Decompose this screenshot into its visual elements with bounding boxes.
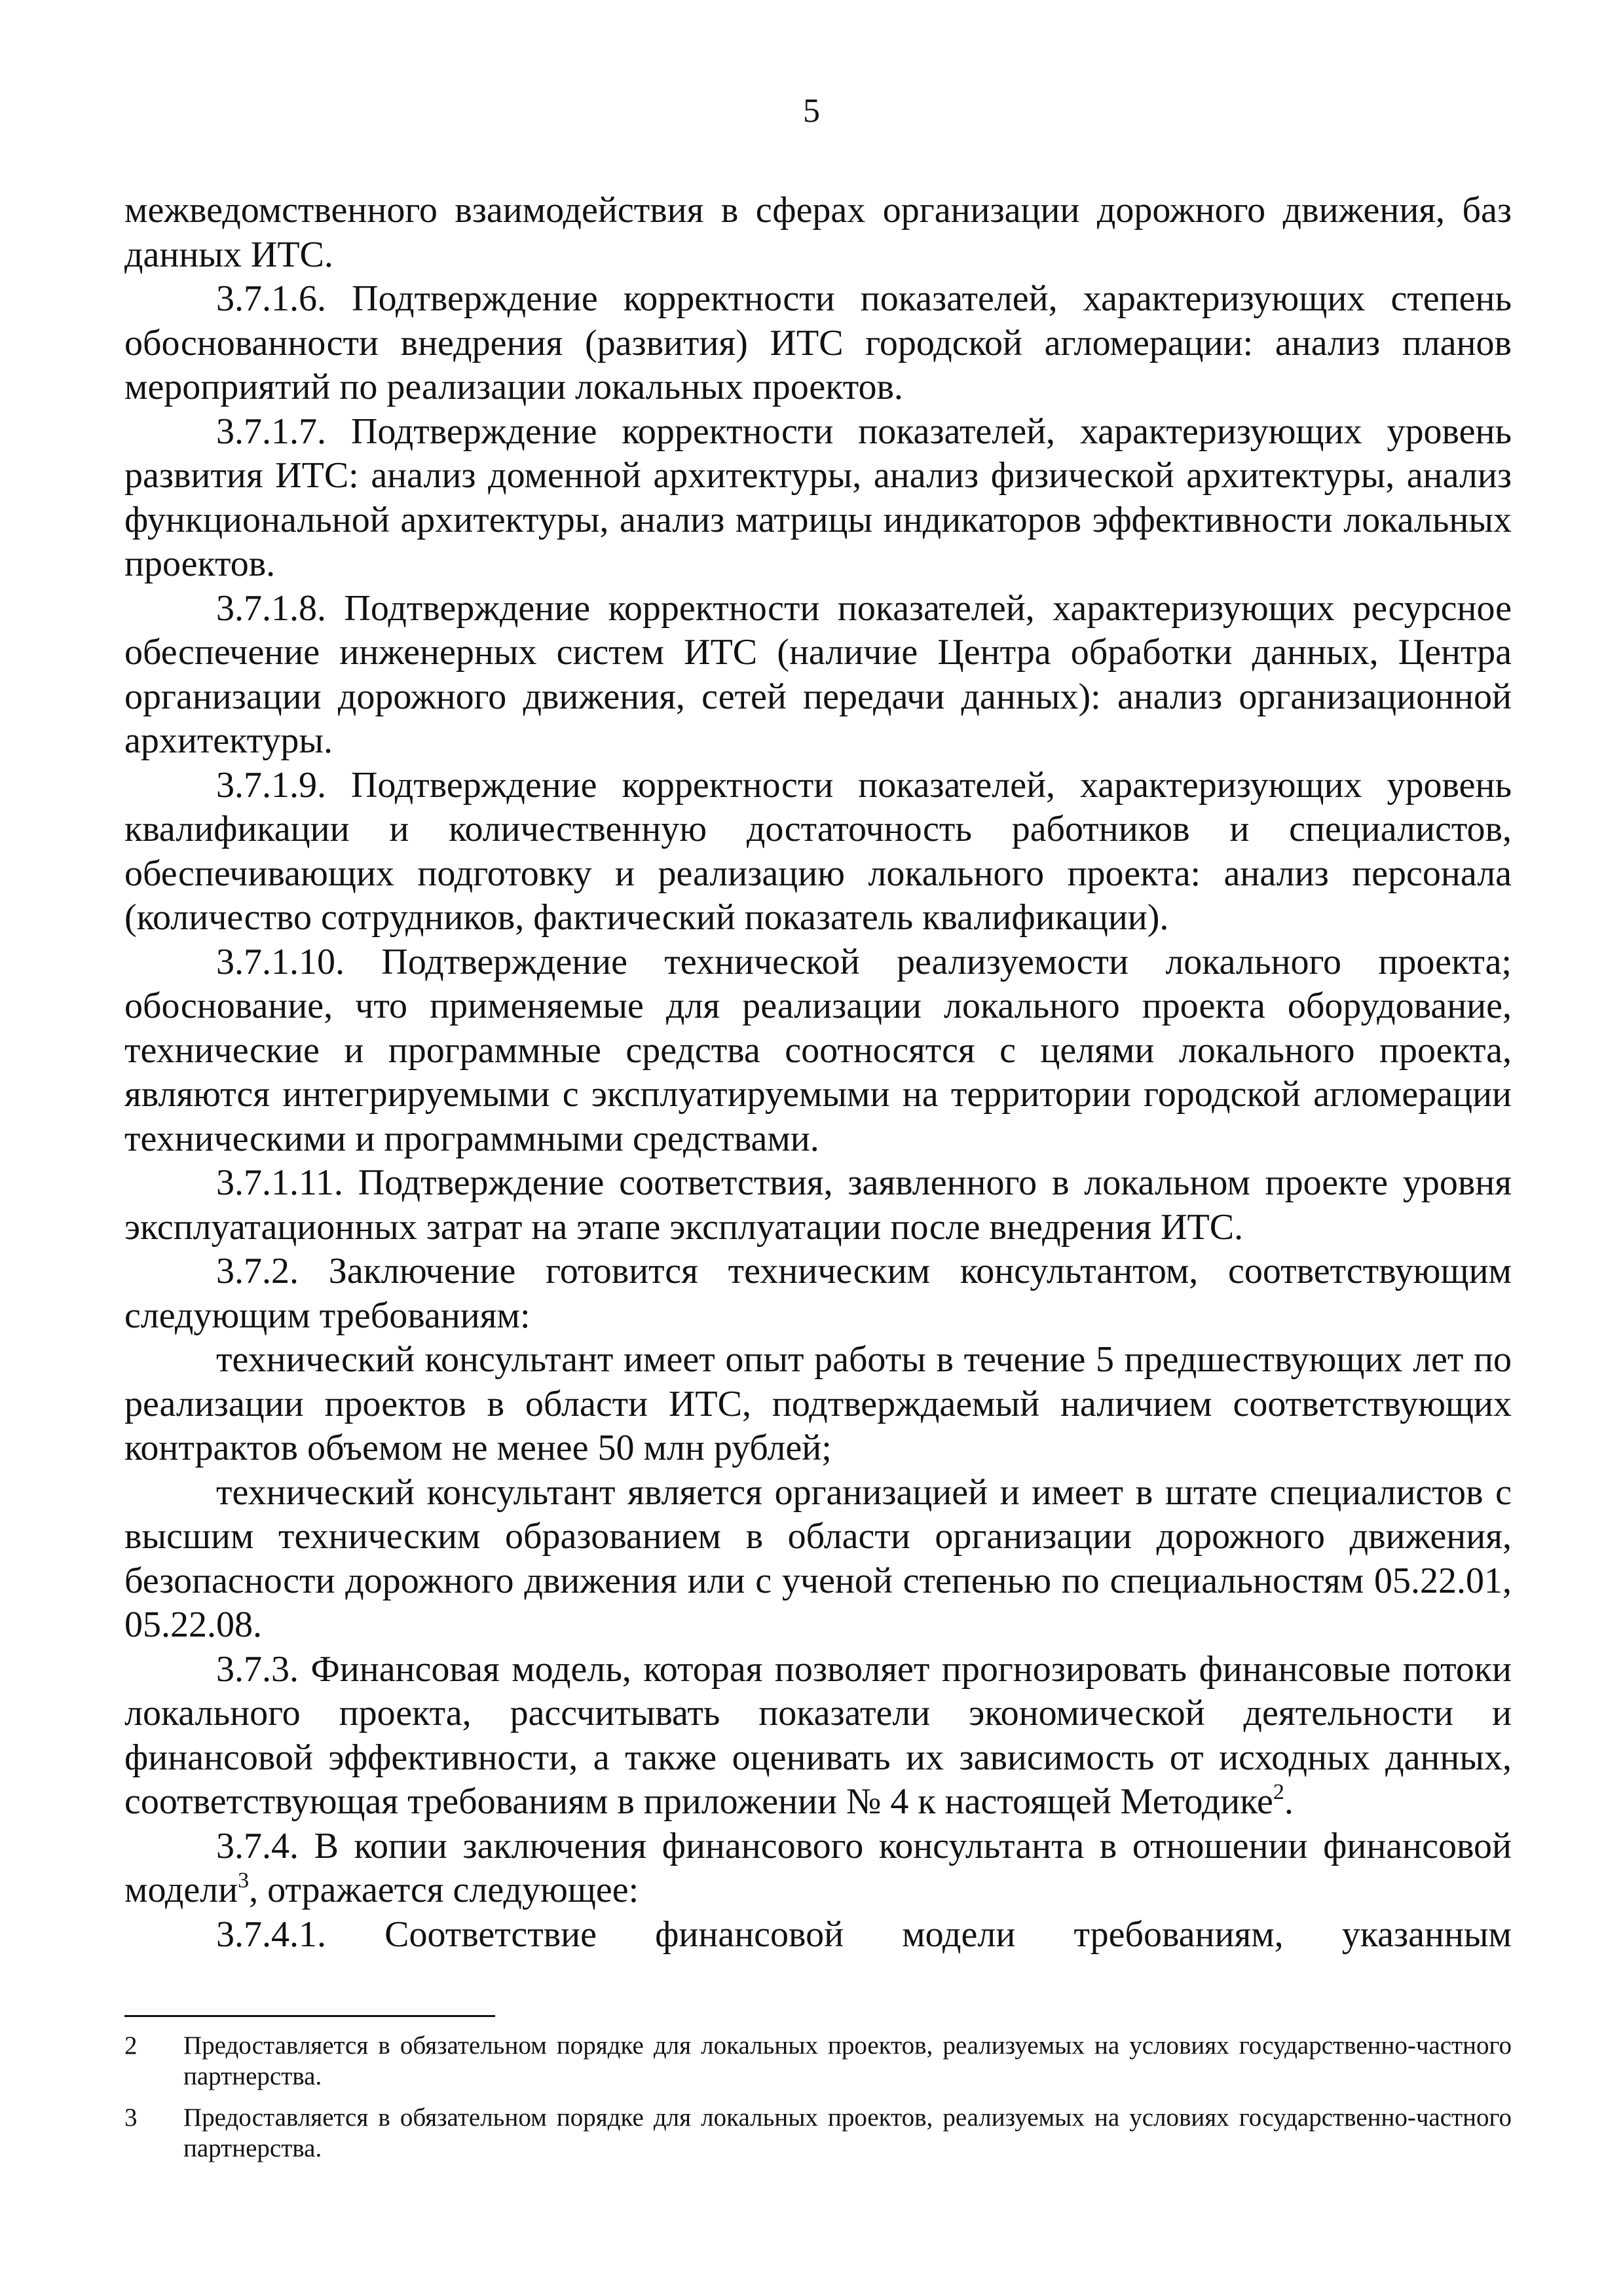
paragraph-3-7-3-end: .: [1284, 1781, 1294, 1822]
paragraph-3-7-3-text: 3.7.3. Финансовая модель, которая позволяет прогнозировать финансовые потоки локального проекта, рассчитывать показатели экономической деятельности и финансовой эффективности, а также оценивать их зависимость от исходных данных, соответствующая требованиям в приложении № 4 к настоящей Методике: [124, 1648, 1512, 1822]
footnote-number: 3: [124, 2103, 138, 2132]
paragraph-continuation: межведомственного взаимодействия в сферах организации дорожного движения, баз данных ИТС.: [124, 190, 1512, 275]
paragraph-3-7-4-text: 3.7.4. В копии заключения финансового консультанта в отношении финансовой модели: [124, 1825, 1512, 1910]
paragraph-3-7-3: [124, 1648, 1512, 1824]
paragraph-3-7-1-10: 3.7.1.10. Подтверждение технической реализуемости локального проекта; обоснование, что применяемые для реализации локального проекта оборудование, технические и программные средства соотносятся с целями локального проекта, являются интегрируемыми с эксплуатируемыми на территории городской агломерации техническими и программными средствами.: [124, 941, 1512, 1159]
paragraph-3-7-2: 3.7.2. Заключение готовится техническим консультантом, соответствующим следующим требованиям:: [124, 1251, 1512, 1336]
paragraph-3-7-1-7: 3.7.1.7. Подтверждение корректности показателей, характеризующих уровень развития ИТС: анализ доменной архитектуры, анализ физической архитектуры, анализ функциональной архитектуры, анализ матрицы индикаторов эффективности локальных проектов.: [124, 411, 1512, 584]
footnote-text: Предоставляется в обязательном порядке для локальных проектов, реализуемых на условиях государственно-частного партнерства.: [183, 2031, 1512, 2090]
page-number: 5: [803, 92, 820, 130]
paragraph-3-7-1-6: 3.7.1.6. Подтверждение корректности показателей, характеризующих степень обоснованности внедрения (развития) ИТС городской агломерации: анализ планов мероприятий по реализации локальных проектов.: [124, 278, 1512, 407]
paragraph-3-7-1-11: 3.7.1.11. Подтверждение соответствия, заявленного в локальном проекте уровня эксплуатационных затрат на этапе эксплуатации после внедрения ИТС.: [124, 1162, 1512, 1248]
paragraph-requirement-staff: технический консультант является организацией и имеет в штате специалистов с высшим техническим образованием в области организации дорожного движения, безопасности дорожного движения или с ученой степенью по специальностям 05.22.01, 05.22.08.: [124, 1472, 1512, 1645]
paragraph-3-7-4: [124, 1824, 1512, 1913]
footnote-2: [124, 2030, 1512, 2092]
paragraph-3-7-4-end: , отражается следующее:: [249, 1870, 639, 1910]
footnote-number: 2: [124, 2031, 138, 2060]
paragraph-3-7-1-8: 3.7.1.8. Подтверждение корректности показателей, характеризующих ресурсное обеспечение инженерных систем ИТС (наличие Центра обработки данных, Центра организации дорожного движения, сетей передачи данных): анализ организационной архитектуры.: [124, 587, 1512, 761]
footnotes: [124, 2030, 1512, 2174]
paragraph-requirement-experience: технический консультант имеет опыт работы в течение 5 предшествующих лет по реализации проектов в области ИТС, подтверждаемый наличием соответствующих контрактов объемом не менее 50 млн рублей;: [124, 1339, 1512, 1468]
footnote-text: Предоставляется в обязательном порядке для локальных проектов, реализуемых на условиях государственно-частного партнерства.: [183, 2103, 1512, 2162]
footnote-3: [124, 2102, 1512, 2164]
paragraph-3-7-1-9: 3.7.1.9. Подтверждение корректности показателей, характеризующих уровень квалификации и количественную достаточность работников и специалистов, обеспечивающих подготовку и реализацию локального проекта: анализ персонала (количество сотрудников, фактический показатель квалификации).: [124, 764, 1512, 938]
footnote-ref-2: 2: [1273, 1780, 1284, 1804]
footnote-separator: [124, 2015, 495, 2017]
paragraph-3-7-4-1: 3.7.4.1. Соответствие финансовой модели требованиям, указанным: [216, 1914, 1512, 1955]
footnote-ref-3: 3: [238, 1868, 250, 1893]
document-body: [124, 189, 1512, 1957]
